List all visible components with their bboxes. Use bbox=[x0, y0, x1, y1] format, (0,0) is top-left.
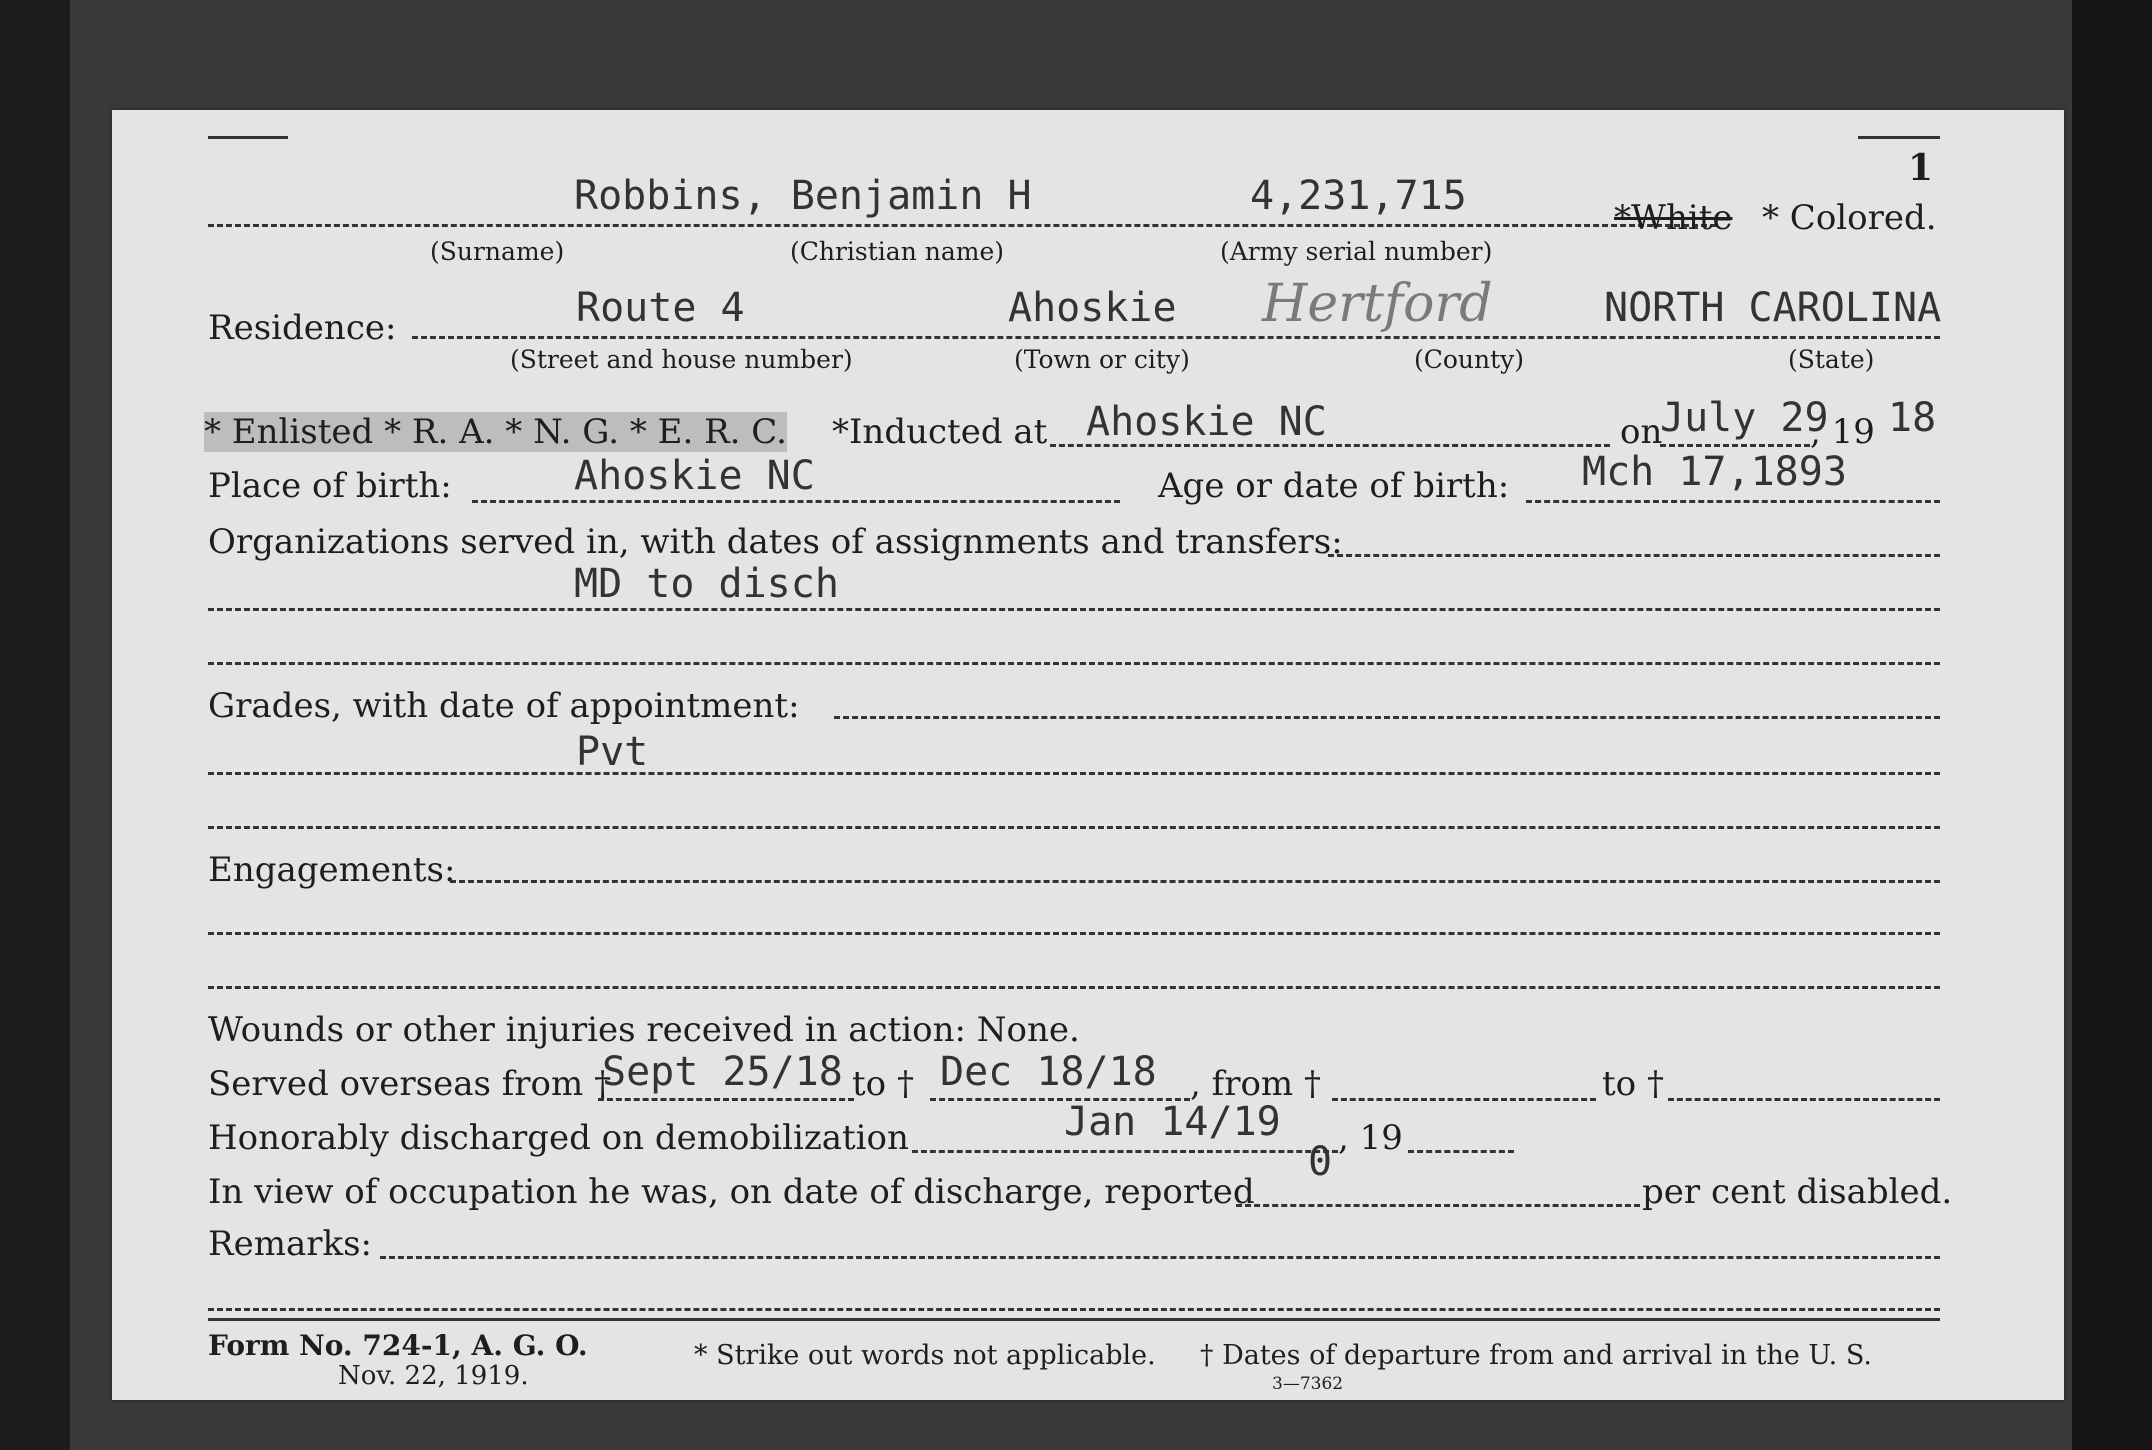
print-code: 3—7362 bbox=[1272, 1374, 1344, 1394]
overseas-to2-label: to † bbox=[1602, 1064, 1664, 1104]
engagements-line-1 bbox=[450, 880, 1940, 883]
county-handwritten: Hertford bbox=[1262, 274, 1493, 334]
name-line bbox=[208, 224, 1716, 227]
footnote-strike: * Strike out words not applicable. bbox=[694, 1340, 1156, 1371]
scan-border-left bbox=[0, 0, 70, 1450]
name-typed: Robbins, Benjamin H bbox=[574, 173, 1032, 219]
service-record-card bbox=[112, 110, 2064, 1400]
grades-label: Grades, with date of appointment: bbox=[208, 686, 800, 726]
state-typed: NORTH CAROLINA bbox=[1604, 285, 1942, 331]
inducted-date-typed: July 29 bbox=[1660, 395, 1829, 441]
inducted-year-typed: 18 bbox=[1888, 395, 1937, 441]
overseas-from2-line bbox=[1332, 1098, 1596, 1101]
caption-street: (Street and house number) bbox=[510, 345, 853, 374]
discharge-label: Honorably discharged on demobilization bbox=[208, 1118, 909, 1158]
residence-label: Residence: bbox=[208, 308, 397, 348]
serial-typed: 4,231,715 bbox=[1250, 173, 1467, 219]
top-right-rule bbox=[1858, 136, 1940, 139]
overseas-from2-label: , from † bbox=[1190, 1064, 1321, 1104]
engagements-line-3 bbox=[208, 986, 1940, 989]
caption-serial: (Army serial number) bbox=[1220, 237, 1493, 266]
town-typed: Ahoskie bbox=[1008, 285, 1177, 331]
caption-christian: (Christian name) bbox=[790, 237, 1005, 266]
organizations-label: Organizations served in, with dates of assignments and transfers: bbox=[208, 522, 1343, 562]
overseas-to2-line bbox=[1668, 1098, 1940, 1101]
form-number: Form No. 724-1, A. G. O. bbox=[208, 1329, 588, 1362]
discharge-year-line bbox=[1408, 1150, 1514, 1153]
caption-state: (State) bbox=[1788, 345, 1875, 374]
overseas-label: Served overseas from † bbox=[208, 1064, 612, 1104]
card-number: 1 bbox=[1908, 147, 1934, 189]
organizations-line-1 bbox=[1328, 554, 1940, 557]
form-date: Nov. 22, 1919. bbox=[338, 1361, 529, 1391]
footer-rule bbox=[208, 1318, 1940, 1321]
overseas-to-typed: Dec 18/18 bbox=[940, 1049, 1157, 1095]
engagements-label: Engagements: bbox=[208, 850, 456, 890]
birthdate-typed: Mch 17,1893 bbox=[1582, 449, 1847, 495]
birthplace-typed: Ahoskie NC bbox=[574, 453, 815, 499]
discharge-year-label: , 19 bbox=[1338, 1118, 1403, 1158]
remarks-line-1 bbox=[380, 1256, 1940, 1259]
enlisted-label: * Enlisted * R. A. * N. G. * E. R. C. bbox=[204, 412, 787, 452]
caption-town: (Town or city) bbox=[1014, 345, 1190, 374]
overseas-from-line bbox=[598, 1098, 854, 1101]
disabled-label-start: In view of occupation he was, on date of discharge, reported bbox=[208, 1172, 1255, 1212]
organizations-typed: MD to disch bbox=[574, 561, 839, 607]
race-white-struck: *White bbox=[1614, 198, 1733, 238]
inducted-label: *Inducted at bbox=[832, 412, 1048, 452]
organizations-line-2 bbox=[208, 608, 1940, 611]
birthplace-line bbox=[472, 500, 1120, 503]
grades-line-2 bbox=[208, 772, 1940, 775]
wounds-label: Wounds or other injuries received in action: None. bbox=[208, 1010, 1080, 1050]
grades-line-3 bbox=[208, 826, 1940, 829]
grades-line-1 bbox=[834, 716, 1940, 719]
overseas-from-typed: Sept 25/18 bbox=[602, 1049, 843, 1095]
on-label: on bbox=[1620, 412, 1663, 452]
age-label: Age or date of birth: bbox=[1158, 466, 1510, 506]
inducted-place-line bbox=[1050, 444, 1610, 447]
disabled-line bbox=[1236, 1204, 1640, 1207]
organizations-line-3 bbox=[208, 662, 1940, 665]
remarks-line-2 bbox=[208, 1308, 1940, 1311]
inducted-year-prefix: , 19 bbox=[1810, 412, 1875, 452]
caption-surname: (Surname) bbox=[430, 237, 565, 266]
disabled-label-end: per cent disabled. bbox=[1642, 1172, 1953, 1212]
birthdate-line bbox=[1526, 500, 1940, 503]
remarks-label: Remarks: bbox=[208, 1224, 372, 1264]
top-left-rule bbox=[208, 136, 288, 139]
disabled-typed: 0 bbox=[1308, 1139, 1333, 1185]
grades-typed: Pvt bbox=[576, 729, 649, 775]
birthplace-label: Place of birth: bbox=[208, 466, 452, 506]
inducted-date-line bbox=[1660, 444, 1810, 447]
caption-county: (County) bbox=[1414, 345, 1525, 374]
race-colored: * Colored. bbox=[1762, 198, 1937, 238]
inducted-place-typed: Ahoskie NC bbox=[1086, 399, 1327, 445]
engagements-line-2 bbox=[208, 932, 1940, 935]
overseas-to-label: to † bbox=[852, 1064, 914, 1104]
footnote-dates: † Dates of departure from and arrival in the U. S. bbox=[1200, 1340, 1872, 1371]
street-typed: Route 4 bbox=[576, 285, 745, 331]
discharge-line bbox=[912, 1150, 1338, 1153]
scan-border-right bbox=[2072, 0, 2152, 1450]
residence-line bbox=[412, 336, 1940, 339]
discharge-typed: Jan 14/19 bbox=[1064, 1099, 1281, 1145]
